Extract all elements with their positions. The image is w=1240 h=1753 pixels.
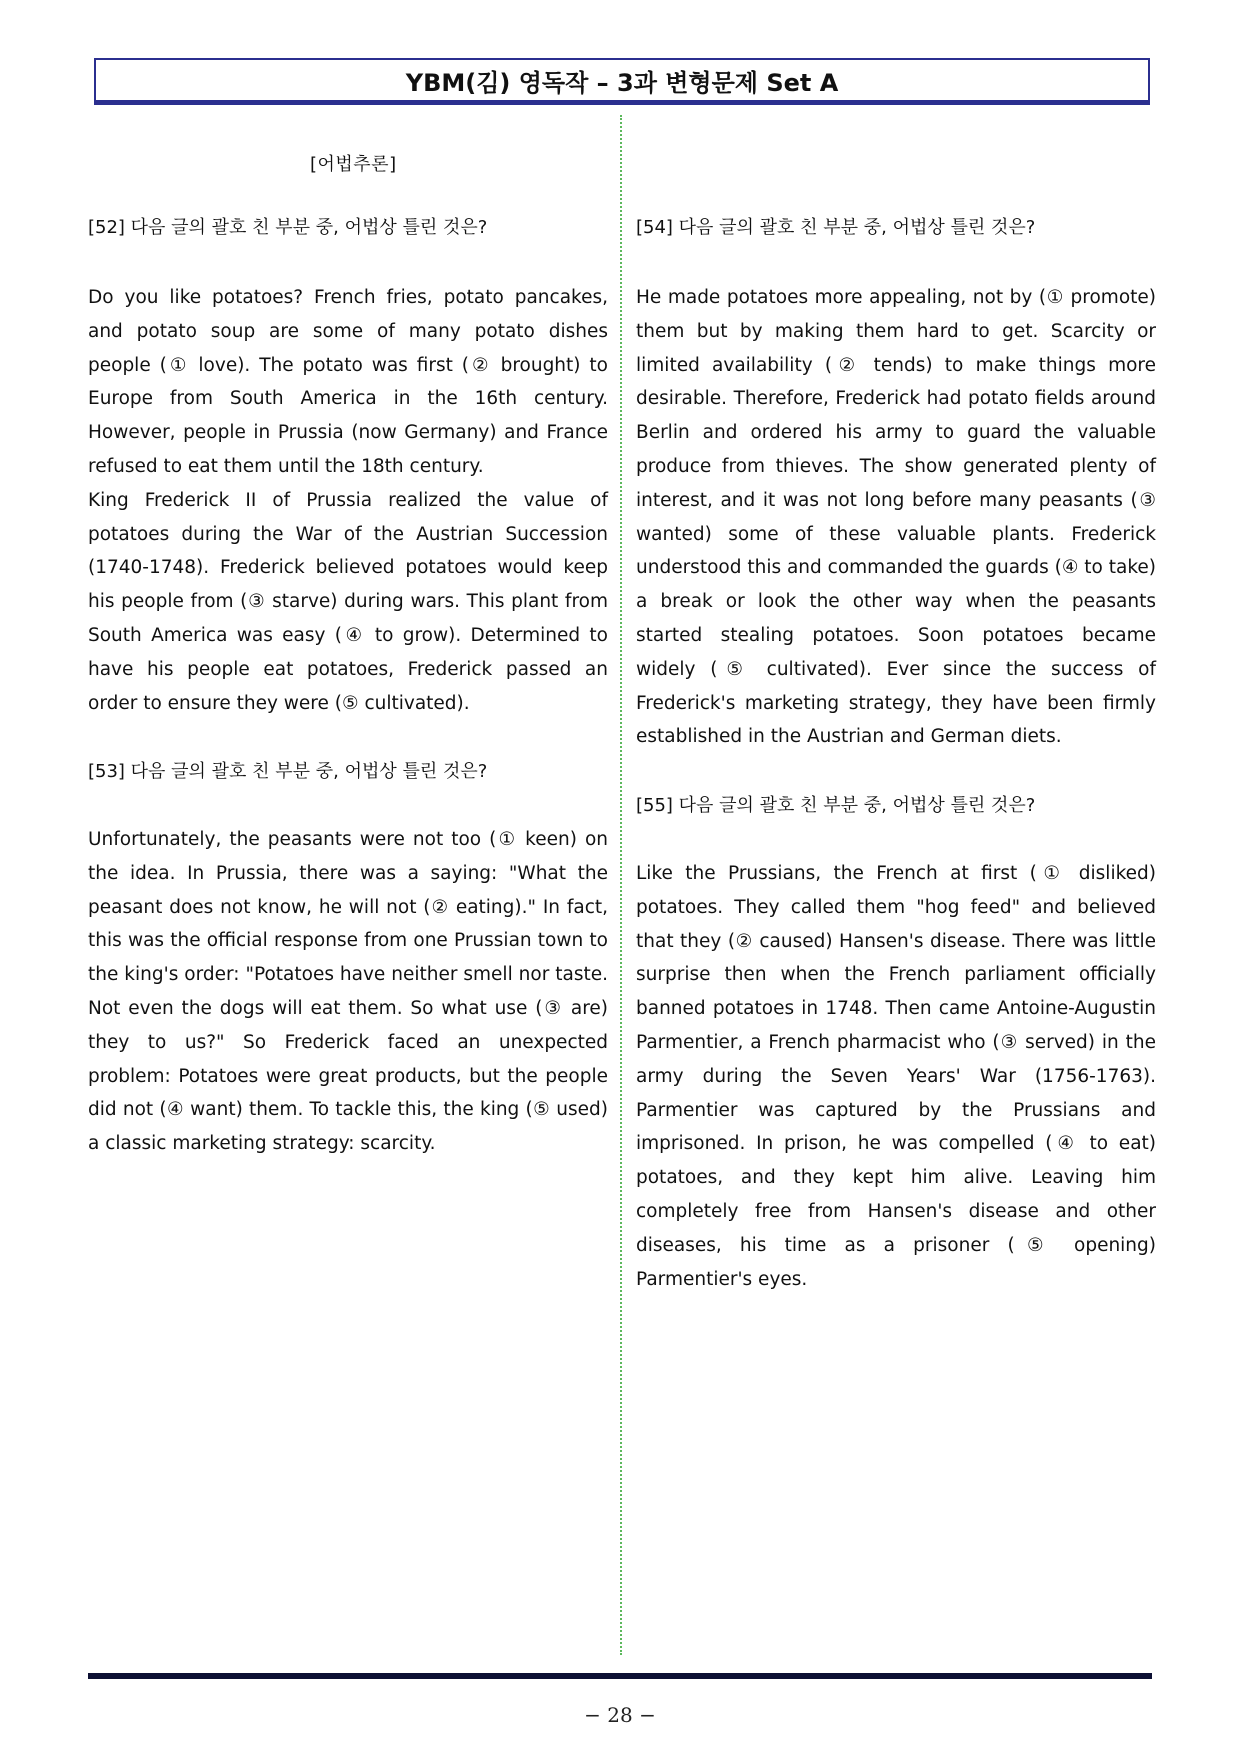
section-tag: [어법추론]: [310, 154, 397, 175]
question-52-paragraph-2: King Frederick II of Prussia realized the value of potatoes during the War of the Austrian Succession (1740-1748). Frederick believed potatoes would keep his people from (③ starve) during wars. This plant from South America was easy (④ to grow). Determined to have his people eat potatoes, Frederick passed an order to ensure they were (⑤ cultivated).: [88, 489, 608, 714]
question-54-paragraph-1: He made potatoes more appealing, not by (① promote) them but by making them hard to get. Scarcity or limited availability (② tends) to make things more desirable. Therefore, Frederick had potato fields around Berlin and ordered his army to guard the valuable produce from thieves. The show generated plenty of interest, and it was not long before many peasants (③ wanted) some of these valuable plants. Frederick understood this and commanded the guards (④ to take) a break or look the other way when the peasants started stealing potatoes. Soon potatoes became widely (⑤ cultivated). Ever since the success of Frederick's marketing strategy, they have been firmly established in the Austrian and German diets.: [636, 287, 1156, 748]
question-55-passage: [636, 857, 1156, 1296]
question-53-paragraph-1: Unfortunately, the peasants were not too (① keen) on the idea. In Prussia, there was a saying: "What the peasant does not know, he will not (② eating)." In fact, this was the official response from one Prussian town to the king's order: "Potatoes have neither smell nor taste. Not even the dogs will eat them. So what use (③ are) they to us?" So Frederick faced an unexpected problem: Potatoes were great products, but the people did not (④ want) them. To tackle this, the king (⑤ used) a classic marketing strategy: scarcity.: [88, 829, 608, 1155]
question-54-passage: [636, 281, 1156, 754]
footer-rule: [88, 1673, 1152, 1679]
question-52-passage: [88, 281, 608, 720]
question-52-paragraph-1: Do you like potatoes? French fries, potato pancakes, and potato soup are some of many potato dishes people (① love). The potato was first (② brought) to Europe from South America in the 16th century. However, people in Prussia (now Germany) and France refused to eat them until the 18th century.: [88, 287, 608, 477]
question-54-label: [54] 다음 글의 괄호 친 부분 중, 어법상 틀린 것은?: [636, 217, 1036, 238]
question-52-label: [52] 다음 글의 괄호 친 부분 중, 어법상 틀린 것은?: [88, 217, 488, 238]
page-title: YBM(김) 영독작 – 3과 변형문제 Set A: [94, 58, 1150, 102]
question-55-label: [55] 다음 글의 괄호 친 부분 중, 어법상 틀린 것은?: [636, 795, 1036, 816]
question-53-passage: [88, 823, 608, 1161]
column-divider: [620, 115, 622, 1655]
page-number: − 28 −: [584, 1703, 656, 1727]
question-55-paragraph-1: Like the Prussians, the French at first (① disliked) potatoes. They called them "hog feed" and believed that they (② caused) Hansen's disease. There was little surprise then when the French parliament officially banned potatoes in 1748. Then came Antoine-Augustin Parmentier, a French pharmacist who (③ served) in the army during the Seven Years' War (1756-1763). Parmentier was captured by the Prussians and imprisoned. In prison, he was compelled (④ to eat) potatoes, and they kept him alive. Leaving him completely free from Hansen's disease and other diseases, his time as a prisoner (⑤ opening) Parmentier's eyes.: [636, 863, 1156, 1290]
question-53-label: [53] 다음 글의 괄호 친 부분 중, 어법상 틀린 것은?: [88, 761, 488, 782]
